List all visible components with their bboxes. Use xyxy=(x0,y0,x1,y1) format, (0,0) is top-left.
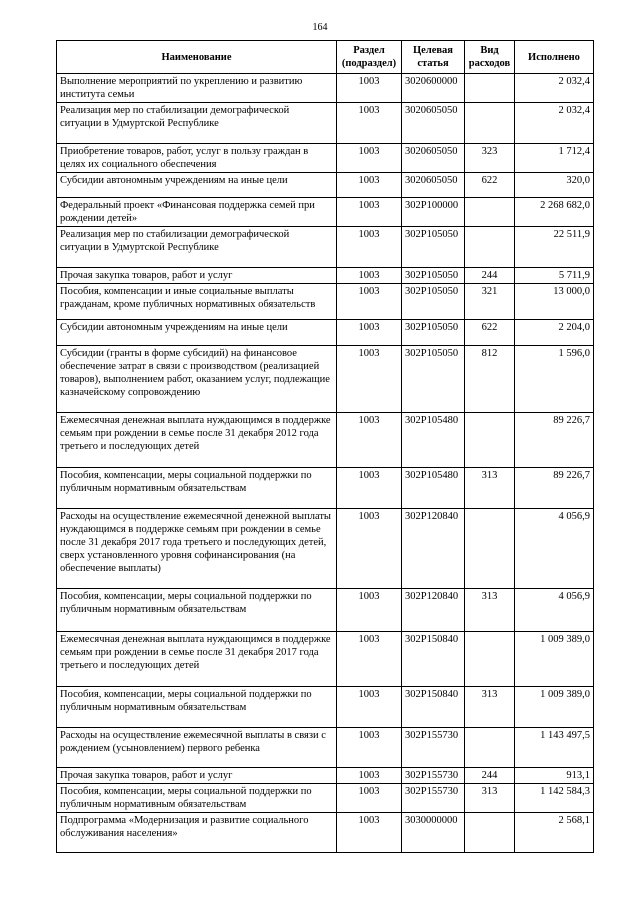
cell-razdel: 1003 xyxy=(337,227,402,268)
cell-razdel: 1003 xyxy=(337,346,402,413)
cell-vid xyxy=(465,509,515,589)
cell-vid: 323 xyxy=(465,144,515,173)
cell-isp: 89 226,7 xyxy=(515,413,594,468)
cell-isp: 2 268 682,0 xyxy=(515,198,594,227)
table-row xyxy=(57,198,594,227)
cell-stat: 3020600000 xyxy=(402,74,465,103)
cell-name: Субсидии автономным учреждениям на иные цели xyxy=(57,320,337,346)
cell-isp: 2 032,4 xyxy=(515,103,594,144)
cell-stat: 302P100000 xyxy=(402,198,465,227)
cell-razdel: 1003 xyxy=(337,728,402,768)
cell-name: Субсидии автономным учреждениям на иные цели xyxy=(57,173,337,198)
cell-razdel: 1003 xyxy=(337,320,402,346)
cell-razdel: 1003 xyxy=(337,413,402,468)
header-ispolneno: Исполнено xyxy=(515,41,594,74)
table-row xyxy=(57,813,594,853)
cell-name: Прочая закупка товаров, работ и услуг xyxy=(57,768,337,784)
cell-name: Пособия, компенсации, меры социальной поддержки по публичным нормативным обязательствам xyxy=(57,687,337,728)
table-row xyxy=(57,227,594,268)
table-row xyxy=(57,784,594,813)
cell-vid: 244 xyxy=(465,768,515,784)
cell-vid: 244 xyxy=(465,268,515,284)
cell-vid: 622 xyxy=(465,320,515,346)
table-row xyxy=(57,320,594,346)
cell-vid xyxy=(465,413,515,468)
cell-isp: 2 568,1 xyxy=(515,813,594,853)
cell-vid xyxy=(465,74,515,103)
budget-table xyxy=(56,40,594,853)
cell-name: Пособия, компенсации, меры социальной поддержки по публичным нормативным обязательствам xyxy=(57,468,337,509)
cell-name: Подпрограмма «Модернизация и развитие социального обслуживания населения» xyxy=(57,813,337,853)
header-name: Наименование xyxy=(57,41,337,74)
cell-razdel: 1003 xyxy=(337,687,402,728)
cell-stat: 302P105050 xyxy=(402,268,465,284)
cell-stat: 3020605050 xyxy=(402,144,465,173)
cell-isp: 1 712,4 xyxy=(515,144,594,173)
cell-stat: 302P105050 xyxy=(402,227,465,268)
cell-name: Реализация мер по стабилизации демографической ситуации в Удмуртской Республике xyxy=(57,103,337,144)
table-header-row xyxy=(57,41,594,74)
table-row xyxy=(57,728,594,768)
cell-isp: 1 143 497,5 xyxy=(515,728,594,768)
cell-stat: 3020605050 xyxy=(402,103,465,144)
cell-vid xyxy=(465,632,515,687)
table-row xyxy=(57,589,594,632)
table-row xyxy=(57,468,594,509)
cell-isp: 1 142 584,3 xyxy=(515,784,594,813)
cell-stat: 302P105480 xyxy=(402,468,465,509)
table-row xyxy=(57,173,594,198)
table-row xyxy=(57,144,594,173)
cell-isp: 913,1 xyxy=(515,768,594,784)
cell-razdel: 1003 xyxy=(337,198,402,227)
cell-razdel: 1003 xyxy=(337,632,402,687)
cell-name: Пособия, компенсации, меры социальной поддержки по публичным нормативным обязательствам xyxy=(57,784,337,813)
cell-stat: 302P150840 xyxy=(402,632,465,687)
table-row xyxy=(57,768,594,784)
cell-vid: 321 xyxy=(465,284,515,320)
cell-stat: 3030000000 xyxy=(402,813,465,853)
cell-vid xyxy=(465,103,515,144)
cell-isp: 1 596,0 xyxy=(515,346,594,413)
table-row xyxy=(57,284,594,320)
cell-stat: 302P105050 xyxy=(402,284,465,320)
cell-isp: 22 511,9 xyxy=(515,227,594,268)
table-row xyxy=(57,632,594,687)
cell-vid: 622 xyxy=(465,173,515,198)
table-row xyxy=(57,268,594,284)
cell-stat: 302P155730 xyxy=(402,784,465,813)
cell-name: Прочая закупка товаров, работ и услуг xyxy=(57,268,337,284)
cell-vid: 313 xyxy=(465,589,515,632)
cell-name: Расходы на осуществление ежемесячной денежной выплаты нуждающимся в поддержке семьям при рождении в семье после 31 декабря 2017 года третьего и последующих детей, сверх установленного уровня софинансирования (на обеспечение выплаты) xyxy=(57,509,337,589)
cell-razdel: 1003 xyxy=(337,784,402,813)
cell-isp: 4 056,9 xyxy=(515,589,594,632)
cell-vid: 812 xyxy=(465,346,515,413)
cell-name: Пособия, компенсации, меры социальной поддержки по публичным нормативным обязательствам xyxy=(57,589,337,632)
cell-name: Реализация мер по стабилизации демографической ситуации в Удмуртской Республике xyxy=(57,227,337,268)
table-row xyxy=(57,509,594,589)
cell-name: Расходы на осуществление ежемесячной выплаты в связи с рождением (усыновлением) первого ребенка xyxy=(57,728,337,768)
table-row xyxy=(57,687,594,728)
cell-razdel: 1003 xyxy=(337,813,402,853)
cell-razdel: 1003 xyxy=(337,144,402,173)
cell-vid xyxy=(465,198,515,227)
cell-isp: 1 009 389,0 xyxy=(515,632,594,687)
cell-razdel: 1003 xyxy=(337,589,402,632)
cell-isp: 13 000,0 xyxy=(515,284,594,320)
table-row xyxy=(57,74,594,103)
cell-stat: 302P105050 xyxy=(402,346,465,413)
table-row xyxy=(57,346,594,413)
cell-isp: 320,0 xyxy=(515,173,594,198)
cell-vid xyxy=(465,728,515,768)
cell-razdel: 1003 xyxy=(337,103,402,144)
cell-stat: 3020605050 xyxy=(402,173,465,198)
cell-name: Ежемесячная денежная выплата нуждающимся в поддержке семьям при рождении в семье после 31 декабря 2017 года третьего и последующих детей xyxy=(57,632,337,687)
cell-stat: 302P105050 xyxy=(402,320,465,346)
cell-isp: 5 711,9 xyxy=(515,268,594,284)
cell-stat: 302P155730 xyxy=(402,768,465,784)
cell-name: Приобретение товаров, работ, услуг в пользу граждан в целях их социального обеспечения xyxy=(57,144,337,173)
cell-razdel: 1003 xyxy=(337,74,402,103)
cell-name: Ежемесячная денежная выплата нуждающимся в поддержке семьям при рождении в семье после 31 декабря 2012 года третьего и последующих детей xyxy=(57,413,337,468)
cell-vid xyxy=(465,227,515,268)
header-stat: Целевая статья xyxy=(402,41,465,74)
cell-isp: 89 226,7 xyxy=(515,468,594,509)
cell-name: Выполнение мероприятий по укреплению и развитию института семьи xyxy=(57,74,337,103)
cell-isp: 1 009 389,0 xyxy=(515,687,594,728)
cell-stat: 302P120840 xyxy=(402,589,465,632)
table-row xyxy=(57,413,594,468)
cell-razdel: 1003 xyxy=(337,173,402,198)
cell-razdel: 1003 xyxy=(337,509,402,589)
cell-name: Субсидии (гранты в форме субсидий) на финансовое обеспечение затрат в связи с производством (реализацией товаров), выполнением работ, оказанием услуг, подлежащие казначейскому сопровождению xyxy=(57,346,337,413)
cell-isp: 2 032,4 xyxy=(515,74,594,103)
cell-stat: 302P105480 xyxy=(402,413,465,468)
header-razdel: Раздел (подраздел) xyxy=(337,41,402,74)
cell-stat: 302P155730 xyxy=(402,728,465,768)
cell-isp: 2 204,0 xyxy=(515,320,594,346)
cell-name: Федеральный проект «Финансовая поддержка семей при рождении детей» xyxy=(57,198,337,227)
cell-vid xyxy=(465,813,515,853)
cell-razdel: 1003 xyxy=(337,768,402,784)
header-vid: Вид расходов xyxy=(465,41,515,74)
cell-vid: 313 xyxy=(465,687,515,728)
cell-stat: 302P120840 xyxy=(402,509,465,589)
cell-razdel: 1003 xyxy=(337,284,402,320)
cell-razdel: 1003 xyxy=(337,268,402,284)
cell-isp: 4 056,9 xyxy=(515,509,594,589)
page-number: 164 xyxy=(312,22,328,33)
cell-vid: 313 xyxy=(465,784,515,813)
cell-vid: 313 xyxy=(465,468,515,509)
table-row xyxy=(57,103,594,144)
cell-name: Пособия, компенсации и иные социальные выплаты гражданам, кроме публичных нормативных обязательств xyxy=(57,284,337,320)
cell-stat: 302P150840 xyxy=(402,687,465,728)
cell-razdel: 1003 xyxy=(337,468,402,509)
